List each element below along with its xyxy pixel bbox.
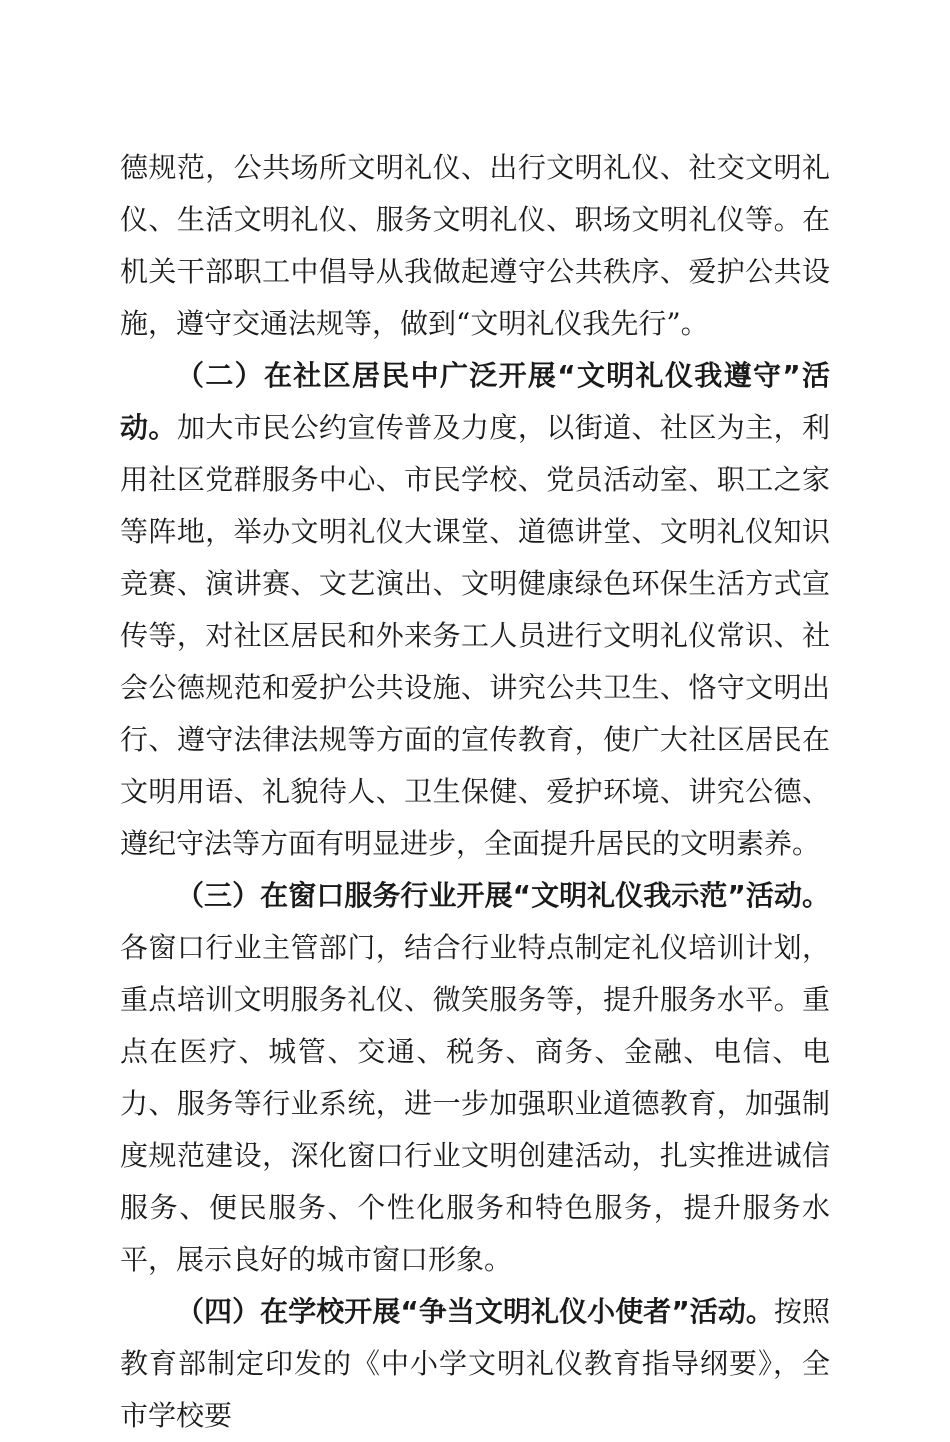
paragraph-heading: （三）在窗口服务行业开展“文明礼仪我示范”活动。 [176,879,830,912]
paragraph-heading: （二）在社区居民中广泛开展“文明礼仪我遵守”活动。 [120,359,830,444]
paragraph-community-activity [120,350,830,870]
paragraph-body: 按照教育部制定印发的《中小学文明礼仪教育指导纲要》，全市学校要 [120,1295,830,1432]
document-body [120,142,830,1442]
paragraph-body: 各窗口行业主管部门，结合行业特点制定礼仪培训计划，重点培训文明服务礼仪、微笑服务等，提升服务水平。重点在医疗、城管、交通、税务、商务、金融、电信、电力、服务等行业系统，进一步加强职业道德教育，加强制度规范建设，深化窗口行业文明创建活动，扎实推进诚信服务、便民服务、个性化服务和特色服务，提升服务水平，展示良好的城市窗口形象。 [120,931,830,1276]
paragraph-body: 加大市民公约宣传普及力度，以街道、社区为主，利用社区党群服务中心、市民学校、党员活动室、职工之家等阵地，举办文明礼仪大课堂、道德讲堂、文明礼仪知识竞赛、演讲赛、文艺演出、文明健康绿色环保生活方式宣传等，对社区居民和外来务工人员进行文明礼仪常识、社会公德规范和爱护公共设施、讲究公共卫生、恪守文明出行、遵守法律法规等方面的宣传教育，使广大社区居民在文明用语、礼貌待人、卫生保健、爱护环境、讲究公德、遵纪守法等方面有明显进步，全面提升居民的文明素养。 [120,411,830,860]
paragraph-heading: （四）在学校开展“争当文明礼仪小使者”活动。 [176,1295,774,1328]
paragraph-service-window-activity [120,870,830,1286]
paragraph-continuation [120,142,830,350]
paragraph-body: 德规范，公共场所文明礼仪、出行文明礼仪、社交文明礼仪、生活文明礼仪、服务文明礼仪、职场文明礼仪等。在机关干部职工中倡导从我做起遵守公共秩序、爱护公共设施，遵守交通法规等，做到“文明礼仪我先行”。 [120,151,830,340]
paragraph-school-activity [120,1286,830,1442]
